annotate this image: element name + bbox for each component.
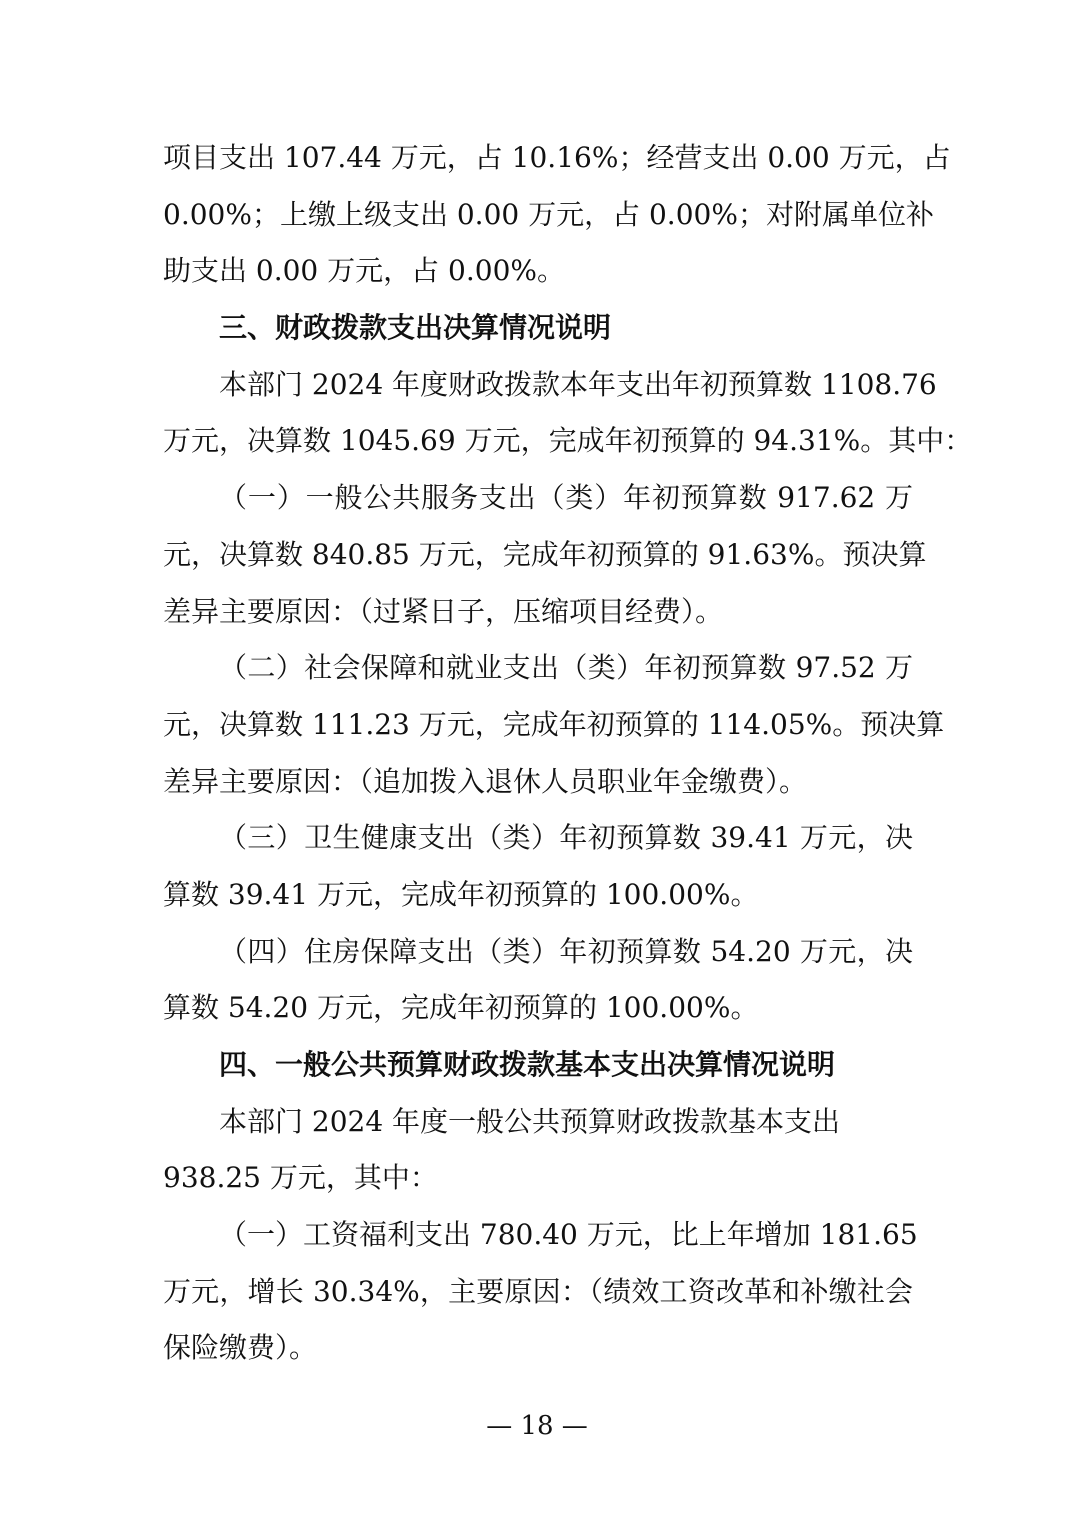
body-text-line: 元，决算数 111.23 万元，完成年初预算的 114.05%。预决算 (163, 707, 945, 741)
body-text-line: 938.25 万元，其中： (163, 1161, 438, 1195)
body-text-line: （一）一般公共服务支出（类）年初预算数 917.62 万 (219, 481, 913, 515)
page-body (163, 130, 973, 1377)
body-text-line: 元，决算数 840.85 万元，完成年初预算的 91.63%。预决算 (163, 537, 927, 571)
body-text-line: （二）社会保障和就业支出（类）年初预算数 97.52 万 (219, 651, 913, 685)
section-heading-4: 四、一般公共预算财政拨款基本支出决算情况说明 (219, 1048, 836, 1081)
body-text-line: 万元，决算数 1045.69 万元，完成年初预算的 94.31%。其中： (163, 424, 973, 458)
body-text-line: 本部门 2024 年度一般公共预算财政拨款基本支出 (219, 1104, 841, 1138)
body-text-line: 助支出 0.00 万元，占 0.00%。 (163, 254, 565, 288)
body-text-line: （一）工资福利支出 780.40 万元，比上年增加 181.65 (219, 1218, 918, 1252)
body-text-line: 算数 54.20 万元，完成年初预算的 100.00%。 (163, 991, 759, 1025)
body-text-line: 算数 39.41 万元，完成年初预算的 100.00%。 (163, 877, 759, 911)
body-text-line: 0.00%；上缴上级支出 0.00 万元，占 0.00%；对附属单位补 (163, 197, 934, 231)
body-text-line: 差异主要原因：（过紧日子，压缩项目经费）。 (163, 594, 724, 628)
body-text-line: 项目支出 107.44 万元，占 10.16%；经营支出 0.00 万元，占 (163, 141, 951, 174)
body-text-line: 万元，增长 30.34%，主要原因：（绩效工资改革和补缴社会 (163, 1274, 913, 1308)
section-heading-3: 三、财政拨款支出决算情况说明 (219, 311, 612, 345)
body-text-line: 差异主要原因：（追加拨入退休人员职业年金缴费）。 (163, 764, 808, 798)
body-text-line: 保险缴费）。 (163, 1331, 318, 1365)
body-text-line: （四）住房保障支出（类）年初预算数 54.20 万元，决 (219, 934, 913, 968)
page-number: — 18 — (486, 1411, 588, 1441)
body-text-line: （三）卫生健康支出（类）年初预算数 39.41 万元，决 (219, 821, 913, 855)
body-text-line: 本部门 2024 年度财政拨款本年支出年初预算数 1108.76 (219, 367, 937, 401)
